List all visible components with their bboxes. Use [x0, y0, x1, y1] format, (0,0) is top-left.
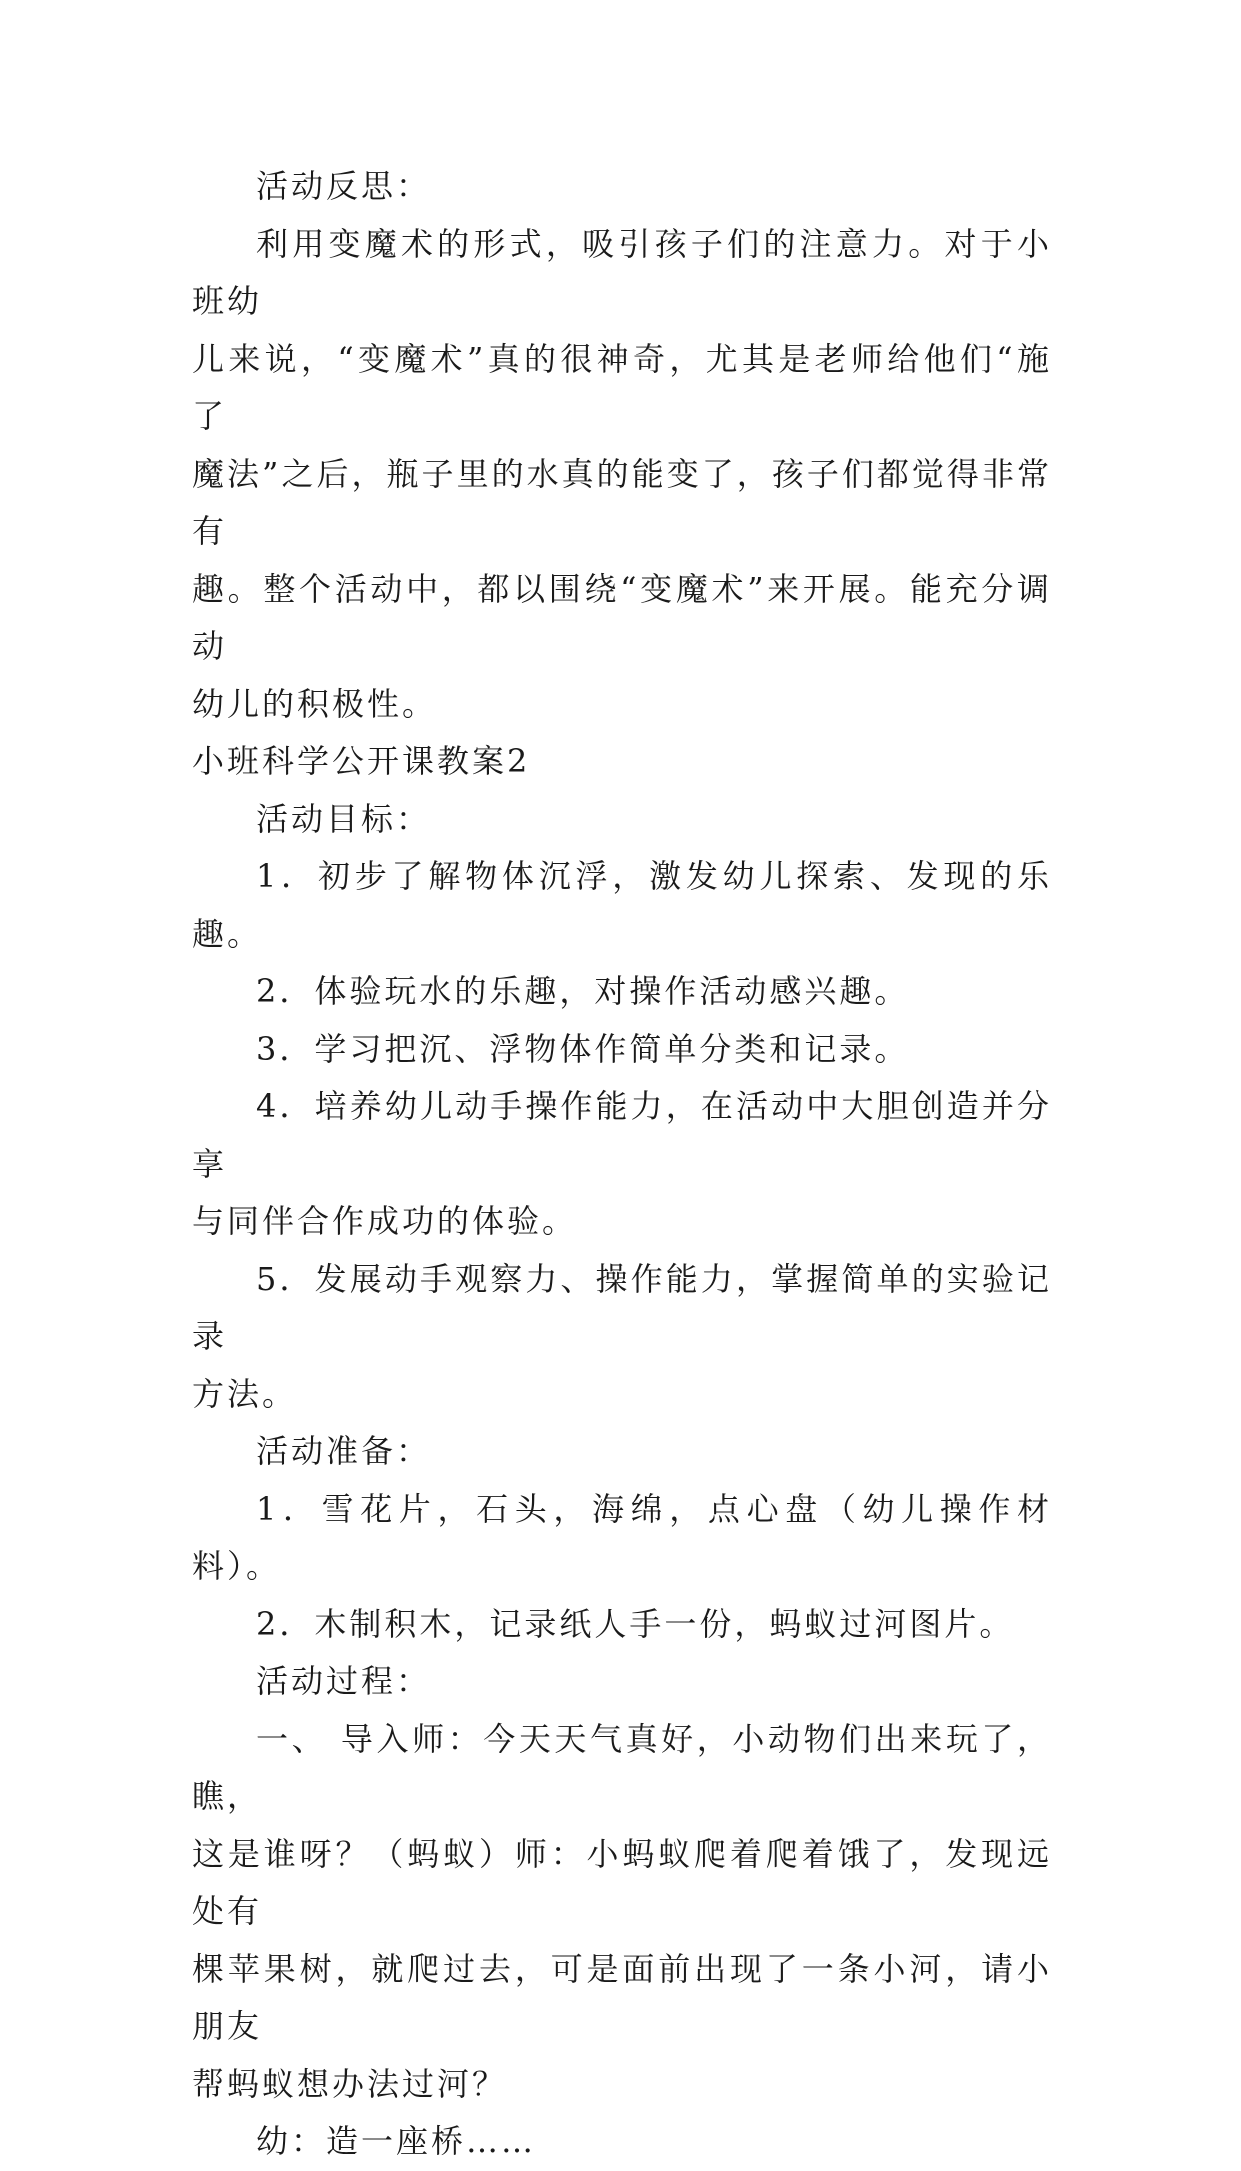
text-line: 2．木制积木，记录纸人手一份，蚂蚁过河图片。 — [256, 1604, 1015, 1643]
text-line: 1．初步了解物体沉浮，激发幼儿探索、发现的乐趣。 — [192, 857, 1052, 953]
paragraph-p13 — [192, 1653, 1052, 1711]
paragraph-p1 — [192, 158, 1052, 216]
text-line: 帮蚂蚁想办法过河？ — [192, 2064, 508, 2103]
text-line: 3．学习把沉、浮物体作简单分类和记录。 — [256, 1029, 910, 1068]
text-line: 活动准备： — [256, 1432, 432, 1470]
text-line: 5．发展动手观察力、操作能力，掌握简单的实验记录 — [192, 1259, 1052, 1355]
paragraph-p11 — [192, 1481, 1052, 1596]
paragraph-p12 — [192, 1596, 1052, 1654]
paragraph-p8 — [192, 1078, 1052, 1251]
paragraph-p3 — [192, 733, 1052, 791]
text-line: 4．培养幼儿动手操作能力，在活动中大胆创造并分享 — [192, 1087, 1052, 1183]
paragraph-p2 — [192, 216, 1052, 734]
document-body — [192, 158, 1052, 2171]
text-line: 活动目标： — [256, 799, 432, 838]
paragraph-p5 — [192, 848, 1052, 963]
paragraph-p14 — [192, 1711, 1052, 2114]
paragraph-p7 — [192, 1021, 1052, 1079]
text-line: 棵苹果树，就爬过去，可是面前出现了一条小河，请小朋友 — [192, 1949, 1052, 2045]
text-line: 方法。 — [192, 1374, 298, 1413]
text-line: 一、 导入师：今天天气真好，小动物们出来玩了，瞧， — [192, 1719, 1052, 1815]
text-line: 小班科学公开课教案2 — [192, 742, 531, 780]
text-line: 幼儿的积极性。 — [192, 684, 438, 723]
paragraph-p15 — [192, 2113, 1052, 2171]
text-line: 利用变魔术的形式，吸引孩子们的注意力。对于小班幼 — [192, 224, 1052, 320]
text-line: 活动过程： — [256, 1662, 432, 1700]
text-line: 魔法”之后，瓶子里的水真的能变了，孩子们都觉得非常有 — [192, 454, 1052, 550]
text-line: 1．雪花片，石头，海绵，点心盘（幼儿操作材料）。 — [192, 1489, 1052, 1585]
text-line: 2．体验玩水的乐趣，对操作活动感兴趣。 — [256, 972, 910, 1010]
paragraph-p6 — [192, 963, 1052, 1021]
paragraph-p4 — [192, 791, 1052, 849]
text-line: 趣。整个活动中，都以围绕“变魔术”来开展。能充分调动 — [192, 569, 1052, 665]
text-line: 儿来说，“变魔术”真的很神奇，尤其是老师给他们“施了 — [192, 339, 1052, 435]
paragraph-p9 — [192, 1251, 1052, 1424]
text-line: 与同伴合作成功的体验。 — [192, 1202, 578, 1240]
text-line: 幼：造一座桥…… — [256, 2122, 537, 2160]
text-line: 活动反思： — [256, 167, 432, 205]
text-line: 这是谁呀？（蚂蚁）师：小蚂蚁爬着爬着饿了，发现远处有 — [192, 1834, 1052, 1930]
paragraph-p10 — [192, 1423, 1052, 1481]
